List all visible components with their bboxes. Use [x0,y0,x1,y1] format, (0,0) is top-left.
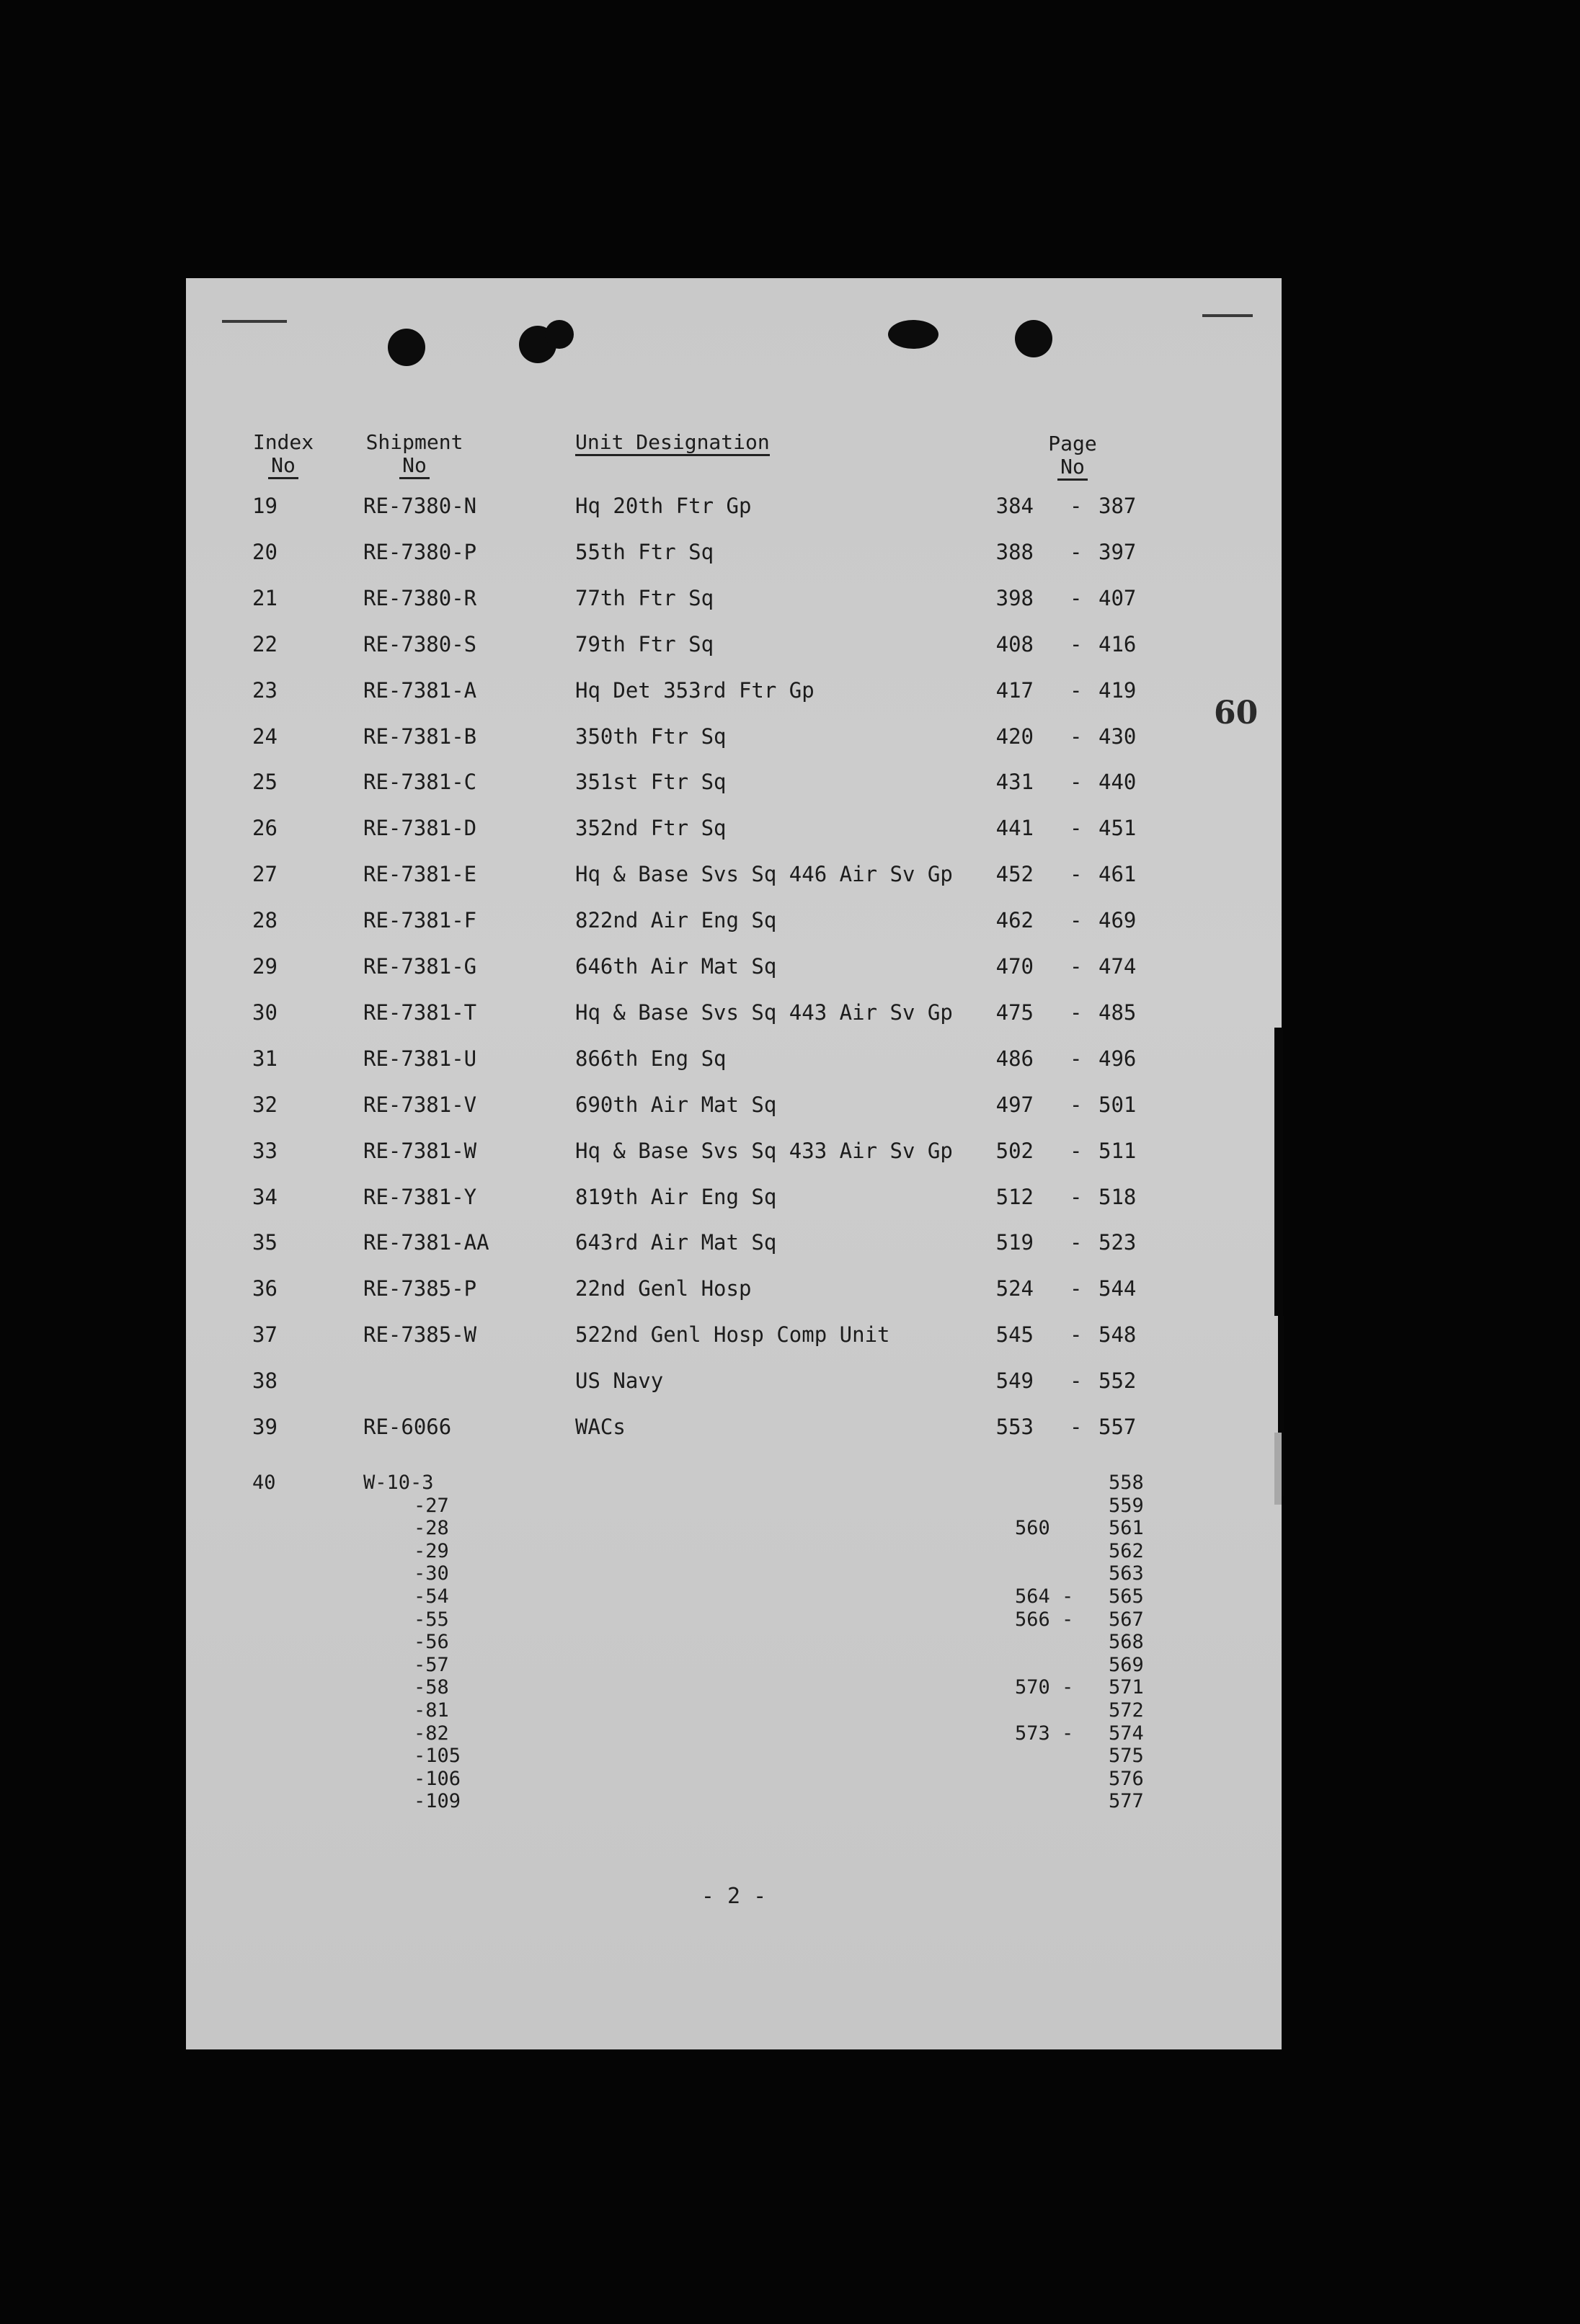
shipment-cell: RE-7381-F [363,908,477,933]
header-unit-designation: Unit Designation [575,431,770,456]
torn-edge [1274,1028,1283,1316]
unit-cell: 822nd Air Eng Sq [575,908,777,933]
table-row [186,952,1282,981]
page-start-cell: 417 [995,677,1034,703]
page-end-line: 572 [1109,1699,1144,1722]
page-start-line [1015,1562,1101,1585]
page-start-cell: 497 [995,1092,1034,1117]
unit-cell: Hq 20th Ftr Gp [575,494,752,518]
shipment-cell: RE-7380-S [363,631,477,656]
page-end-line: 567 [1109,1608,1144,1631]
page-dash: - [1070,539,1083,564]
shipment-line: -82 [414,1722,449,1745]
punch-hole [545,320,574,349]
page-start-line [1015,1745,1101,1768]
page-end-cell: 461 [1099,862,1137,887]
table-row [186,767,1282,796]
page-end-cell: 407 [1099,585,1137,610]
unit-cell: Hq Det 353rd Ftr Gp [575,677,815,703]
page-dash: - [1070,908,1083,933]
page-start-cell: 502 [995,1138,1034,1163]
page-end-cell: 557 [1099,1415,1137,1439]
index-cell: 22 [252,631,278,656]
page-end-line: 563 [1109,1562,1144,1585]
page-start-line [1015,1768,1101,1791]
page-end-cell: 416 [1099,631,1137,656]
page-start-line [1015,1540,1101,1563]
table-row [186,906,1282,935]
index-cell: 31 [252,1046,278,1071]
index-cell: 36 [252,1276,278,1301]
page-end-line: 577 [1109,1790,1144,1813]
page-start-line: 573 - [1015,1722,1074,1745]
header-page: Page No [1037,432,1109,481]
page-dash: - [1070,1415,1083,1439]
page-start-line: 566 - [1015,1608,1074,1631]
index-cell: 30 [252,1000,278,1025]
page-start-cell: 549 [995,1368,1034,1394]
page-end-cell: 440 [1099,770,1137,795]
page-end-cell: 552 [1099,1368,1137,1394]
page-dash: - [1070,1000,1083,1025]
table-row [186,998,1282,1027]
paper-tab [1274,1433,1282,1505]
shipment-cell: RE-7380-N [363,494,477,518]
page-end-cell: 430 [1099,724,1137,749]
page-start-cell: 470 [995,954,1034,979]
index-cell: 23 [252,677,278,703]
table-row [186,676,1282,705]
page-end-cell: 469 [1099,908,1137,933]
shipment-line: -27 [414,1494,449,1517]
table-row [186,814,1282,842]
index-cell: 20 [252,539,278,564]
index-cell: 24 [252,724,278,749]
page-start-cell: 553 [995,1415,1034,1439]
unit-cell: 350th Ftr Sq [575,724,727,749]
index-cell: 34 [252,1184,278,1209]
shipment-line: -55 [414,1608,449,1631]
shipment-cell: RE-7381-U [363,1046,477,1071]
page-start-line: 560 [1015,1517,1050,1540]
shipment-line: -58 [414,1676,449,1699]
unit-cell: US Navy [575,1368,664,1394]
table-row [186,1044,1282,1073]
index-cell: 26 [252,816,278,841]
page-start-cell: 398 [995,585,1034,610]
page-dash: - [1070,1322,1083,1348]
row-40-shipments [363,1472,461,1813]
page-end-cell: 511 [1099,1138,1137,1163]
index-cell: 21 [252,585,278,610]
page-end-cell: 387 [1099,494,1137,518]
page-start-cell: 512 [995,1184,1034,1209]
page-end-line: 559 [1109,1494,1144,1517]
page-start-cell: 486 [995,1046,1034,1071]
shipment-cell: RE-7381-D [363,816,477,841]
page-start-cell: 420 [995,724,1034,749]
unit-cell: 352nd Ftr Sq [575,816,727,841]
page-dash: - [1070,862,1083,887]
page-end-cell: 501 [1099,1092,1137,1117]
page-end-line: 574 [1109,1722,1144,1745]
page-dash: - [1070,1092,1083,1117]
page-dash: - [1070,494,1083,518]
page-end-cell: 523 [1099,1230,1137,1255]
page-dash: - [1070,770,1083,795]
margin-mark [222,320,287,323]
unit-cell: 79th Ftr Sq [575,631,714,656]
page-dash: - [1070,631,1083,656]
index-cell: 35 [252,1230,278,1255]
index-cell: 19 [252,494,278,518]
shipment-cell: RE-7381-B [363,724,477,749]
table-row [186,1090,1282,1119]
index-cell: 27 [252,862,278,887]
index-cell: 37 [252,1322,278,1348]
page-start-cell: 462 [995,908,1034,933]
page-end-cell: 474 [1099,954,1137,979]
page-dash: - [1070,1184,1083,1209]
table-row [186,1366,1282,1395]
shipment-line: W-10-3 [363,1472,434,1494]
row-40-pages-left [1015,1472,1101,1813]
unit-cell: 55th Ftr Sq [575,539,714,564]
page-stamp: 60 [1214,695,1259,731]
page-end-line: 558 [1109,1472,1144,1494]
header-shipment: Shipment No [360,431,469,479]
shipment-cell: RE-7385-W [363,1322,477,1348]
index-cell: 32 [252,1092,278,1117]
page-start-line: 570 - [1015,1676,1074,1699]
page-start-cell: 384 [995,494,1034,518]
page-dash: - [1070,724,1083,749]
page-end-line: 561 [1109,1517,1144,1540]
shipment-line: -54 [414,1585,449,1608]
page-end-cell: 451 [1099,816,1137,841]
page-end-line: 565 [1109,1585,1144,1608]
page-end-cell: 548 [1099,1322,1137,1348]
table-row [186,1228,1282,1257]
table-row [186,860,1282,889]
page-start-line: 564 - [1015,1585,1074,1608]
page-start-line [1015,1631,1101,1654]
page-start-cell: 408 [995,631,1034,656]
page-end-cell: 397 [1099,539,1137,564]
shipment-cell: RE-7381-T [363,1000,477,1025]
shipment-cell: RE-7385-P [363,1276,477,1301]
page-start-cell: 452 [995,862,1034,887]
page-end-cell: 544 [1099,1276,1137,1301]
page-start-cell: 545 [995,1322,1034,1348]
page-dash: - [1070,1368,1083,1394]
unit-cell: WACs [575,1415,626,1439]
unit-cell: 690th Air Mat Sq [575,1092,777,1117]
page-start-line [1015,1699,1101,1722]
margin-mark [1202,314,1253,317]
shipment-line: -29 [414,1539,449,1562]
shipment-cell: RE-7381-A [363,677,477,703]
unit-cell: 77th Ftr Sq [575,585,714,610]
index-cell: 28 [252,908,278,933]
page-dash: - [1070,585,1083,610]
shipment-cell: RE-6066 [363,1415,452,1439]
shipment-cell: RE-7381-E [363,862,477,887]
shipment-line: -57 [414,1653,449,1676]
unit-cell: 351st Ftr Sq [575,770,727,795]
table-row [186,1274,1282,1303]
page-dash: - [1070,1138,1083,1163]
table-row [186,491,1282,520]
index-cell: 39 [252,1415,278,1439]
page-end-line: 568 [1109,1631,1144,1654]
unit-cell: 522nd Genl Hosp Comp Unit [575,1322,890,1348]
shipment-line: -30 [414,1562,449,1585]
shipment-line: -56 [414,1631,449,1654]
page-dash: - [1070,954,1083,979]
page-start-line [1015,1472,1101,1495]
punch-hole [888,320,938,349]
document-page [186,278,1282,2049]
page-start-cell: 524 [995,1276,1034,1301]
shipment-cell: RE-7380-R [363,585,477,610]
index-cell: 38 [252,1368,278,1394]
table-row [186,1183,1282,1211]
page-dash: - [1070,677,1083,703]
shipment-cell: RE-7381-AA [363,1230,489,1255]
page-end-cell: 419 [1099,677,1137,703]
page-dash: - [1070,1230,1083,1255]
page-number: - 2 - [701,1884,767,1909]
shipment-line: -105 [414,1745,461,1768]
index-cell: 25 [252,770,278,795]
page-end-line: 571 [1109,1676,1144,1699]
row-40-pages-right [1109,1472,1144,1813]
shipment-cell: RE-7380-P [363,539,477,564]
shipment-line: -28 [414,1517,449,1540]
shipment-cell: RE-7381-G [363,954,477,979]
shipment-cell: RE-7381-V [363,1092,477,1117]
index-cell: 29 [252,954,278,979]
page-start-line [1015,1790,1101,1813]
page-start-cell: 519 [995,1230,1034,1255]
page-end-cell: 496 [1099,1046,1137,1071]
page-dash: - [1070,1276,1083,1301]
shipment-cell: RE-7381-Y [363,1184,477,1209]
table-row [186,1412,1282,1441]
page-end-cell: 518 [1099,1184,1137,1209]
unit-cell: 22nd Genl Hosp [575,1276,752,1301]
punch-hole [1015,320,1052,357]
unit-cell: Hq & Base Svs Sq 443 Air Sv Gp [575,1000,953,1025]
table-row [186,1136,1282,1165]
page-end-cell: 485 [1099,1000,1137,1025]
page-end-line: 562 [1109,1539,1144,1562]
page-start-line [1015,1654,1101,1677]
page-start-cell: 388 [995,539,1034,564]
shipment-cell: RE-7381-C [363,770,477,795]
index-cell: 33 [252,1138,278,1163]
page-start-cell: 475 [995,1000,1034,1025]
page-dash: - [1070,816,1083,841]
table-row [186,630,1282,659]
shipment-line: -106 [414,1767,461,1790]
header-index: Index No [244,431,323,479]
unit-cell: 643rd Air Mat Sq [575,1230,777,1255]
row-40-index: 40 [252,1472,276,1494]
shipment-line: -109 [414,1790,461,1813]
unit-cell: 819th Air Eng Sq [575,1184,777,1209]
shipment-cell: RE-7381-W [363,1138,477,1163]
table-row [186,1320,1282,1349]
table-row [186,538,1282,566]
unit-cell: Hq & Base Svs Sq 446 Air Sv Gp [575,862,953,887]
unit-cell: 866th Eng Sq [575,1046,727,1071]
page-dash: - [1070,1046,1083,1071]
page-end-line: 575 [1109,1745,1144,1768]
page-start-cell: 441 [995,816,1034,841]
table-row [186,722,1282,751]
page-start-cell: 431 [995,770,1034,795]
page-start-line [1015,1495,1101,1518]
shipment-line: -81 [414,1699,449,1722]
table-row [186,584,1282,613]
punch-hole [388,329,425,366]
unit-cell: Hq & Base Svs Sq 433 Air Sv Gp [575,1138,953,1163]
page-end-line: 569 [1109,1653,1144,1676]
page-end-line: 576 [1109,1767,1144,1790]
unit-cell: 646th Air Mat Sq [575,954,777,979]
